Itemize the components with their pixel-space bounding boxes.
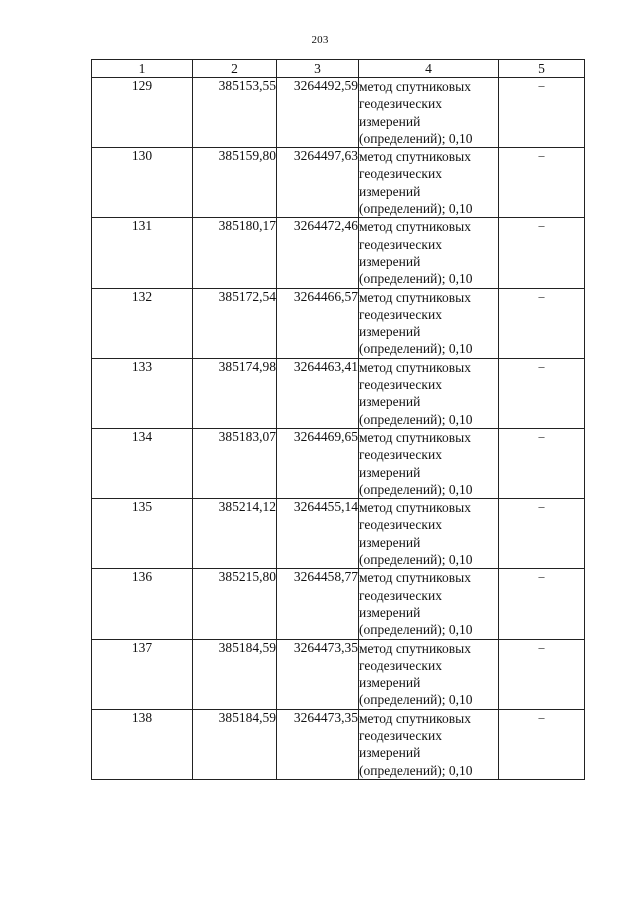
note-cell: – [499,288,585,358]
y-coordinate-cell: 3264466,57 [277,288,359,358]
method-line: (определений); 0,10 [359,201,473,217]
method-line: геодезических [359,587,442,603]
point-number-cell: 133 [92,358,193,428]
method-line: геодезических [359,236,442,252]
method-line: измерений [359,324,421,340]
y-coordinate-cell: 3264463,41 [277,358,359,428]
method-cell [359,428,499,498]
method-line: (определений); 0,10 [359,341,473,357]
note-cell: – [499,639,585,709]
x-coordinate-cell: 385180,17 [193,218,277,288]
header-row [92,60,585,78]
method-cell [359,218,499,288]
point-number-cell: 132 [92,288,193,358]
table-row [92,148,585,218]
x-coordinate-cell: 385184,59 [193,639,277,709]
point-number-cell: 136 [92,569,193,639]
table-row [92,709,585,779]
method-line: метод спутниковых [359,79,471,94]
method-line: измерений [359,183,421,199]
y-coordinate-cell: 3264473,35 [277,639,359,709]
method-line: метод спутниковых [359,429,471,445]
y-coordinate-cell: 3264472,46 [277,218,359,288]
method-line: (определений); 0,10 [359,692,473,708]
y-coordinate-cell: 3264458,77 [277,569,359,639]
point-number-cell: 134 [92,428,193,498]
method-line: (определений); 0,10 [359,762,473,778]
method-line: геодезических [359,306,442,322]
method-line: метод спутниковых [359,500,471,516]
method-line: метод спутниковых [359,570,471,586]
x-coordinate-cell: 385183,07 [193,428,277,498]
point-number-cell: 131 [92,218,193,288]
method-line: измерений [359,464,421,480]
method-line: геодезических [359,517,442,533]
method-line: метод спутниковых [359,149,471,165]
method-line: измерений [359,394,421,410]
method-line: (определений); 0,10 [359,552,473,568]
method-line: геодезических [359,447,442,463]
method-line: геодезических [359,166,442,182]
y-coordinate-cell: 3264473,35 [277,709,359,779]
method-line: измерений [359,604,421,620]
point-number-cell: 137 [92,639,193,709]
y-coordinate-cell: 3264469,65 [277,428,359,498]
header-col-5: 5 [499,60,585,78]
method-cell [359,709,499,779]
x-coordinate-cell: 385214,12 [193,499,277,569]
method-cell [359,499,499,569]
method-cell [359,288,499,358]
header-col-1: 1 [92,60,193,78]
point-number-cell: 129 [92,78,193,148]
y-coordinate-cell: 3264492,59 [277,78,359,148]
note-cell: – [499,428,585,498]
method-line: метод спутниковых [359,219,471,235]
method-cell [359,569,499,639]
method-cell [359,358,499,428]
note-cell: – [499,78,585,148]
x-coordinate-cell: 385215,80 [193,569,277,639]
method-cell [359,78,499,148]
method-line: метод спутниковых [359,289,471,305]
method-line: измерений [359,745,421,761]
method-line: геодезических [359,727,442,743]
table-row [92,499,585,569]
method-line: метод спутниковых [359,640,471,656]
table-row [92,288,585,358]
x-coordinate-cell: 385174,98 [193,358,277,428]
header-col-2: 2 [193,60,277,78]
method-line: метод спутниковых [359,710,471,726]
table-row [92,428,585,498]
method-line: геодезических [359,377,442,393]
note-cell: – [499,569,585,639]
table-row [92,78,585,148]
method-cell [359,148,499,218]
header-col-3: 3 [277,60,359,78]
table-row [92,218,585,288]
method-line: (определений); 0,10 [359,622,473,638]
method-cell [359,639,499,709]
note-cell: – [499,148,585,218]
method-line: (определений); 0,10 [359,130,473,146]
x-coordinate-cell: 385153,55 [193,78,277,148]
y-coordinate-cell: 3264497,63 [277,148,359,218]
note-cell: – [499,499,585,569]
coordinates-table [91,59,585,780]
method-line: измерений [359,253,421,269]
point-number-cell: 138 [92,709,193,779]
table-row [92,358,585,428]
x-coordinate-cell: 385159,80 [193,148,277,218]
page-number: 203 [311,34,329,46]
note-cell: – [499,218,585,288]
method-line: геодезических [359,657,442,673]
x-coordinate-cell: 385184,59 [193,709,277,779]
method-line: метод спутниковых [359,359,471,375]
method-line: измерений [359,675,421,691]
method-line: геодезических [359,96,442,112]
point-number-cell: 135 [92,499,193,569]
method-line: (определений); 0,10 [359,411,473,427]
method-line: измерений [359,113,421,129]
x-coordinate-cell: 385172,54 [193,288,277,358]
method-line: измерений [359,534,421,550]
note-cell: – [499,709,585,779]
y-coordinate-cell: 3264455,14 [277,499,359,569]
header-col-4: 4 [359,60,499,78]
table-body [92,78,585,780]
method-line: (определений); 0,10 [359,271,473,287]
table-row [92,639,585,709]
method-line: (определений); 0,10 [359,481,473,497]
note-cell: – [499,358,585,428]
table-row [92,569,585,639]
point-number-cell: 130 [92,148,193,218]
